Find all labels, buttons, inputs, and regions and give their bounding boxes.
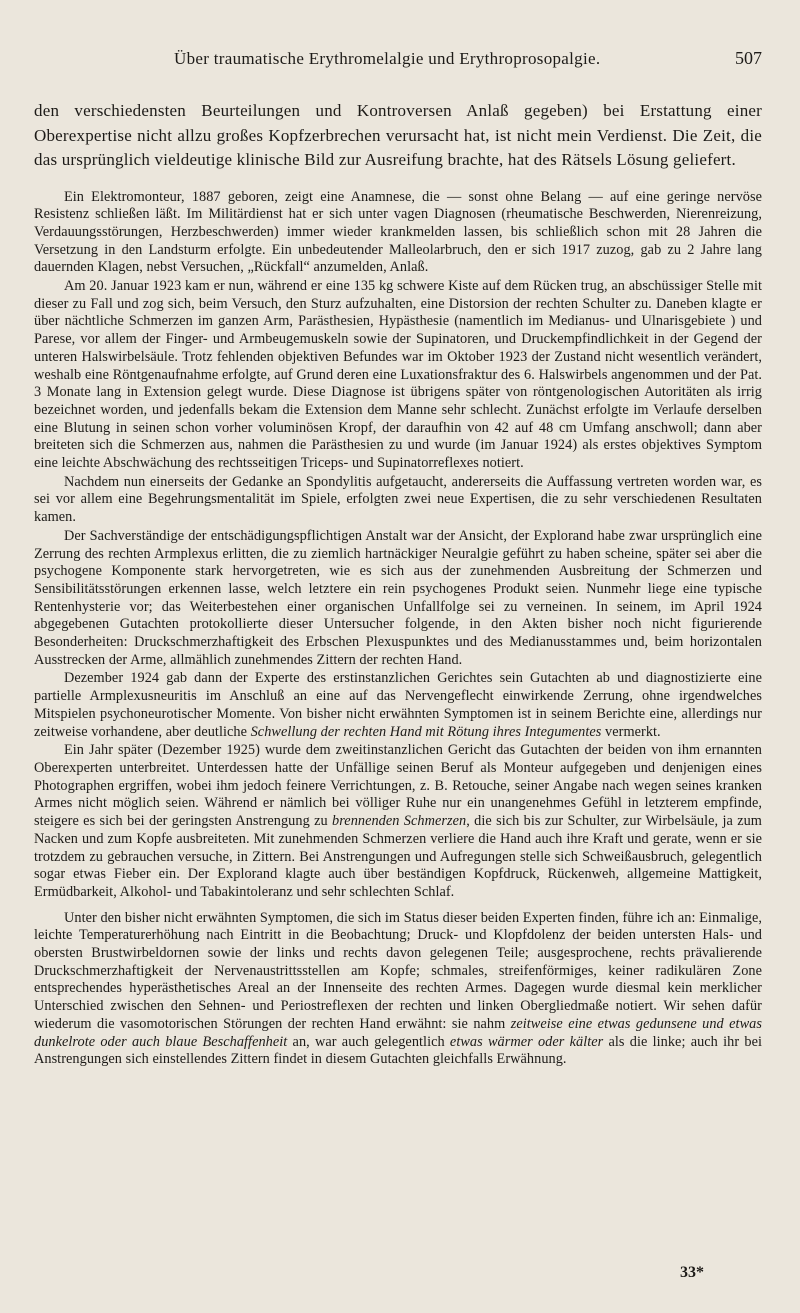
paragraph-anamnesis: Ein Elektromonteur, 1887 geboren, zeigt eine Anamnese, die — sonst ohne Belang — auf eine geringe nervöse Resistenz schließen läßt. Im Militärdienst hat er sich unter vagen Diagnosen (rheumatische Beschwerden, Nierenreizung, Verdauungsstörungen, Herzbeschwerden) immer wieder krankmelden lassen, bis schließlich schon mit 28 Jahren die Versetzung in den Landsturm erfolgte. Ein unbedeutender Malleolarbruch, den er sich 1917 zuzog, gab zu 2 Jahre lang dauernden Klagen, nebst Versuchen, „Rückfall“ anzumelden, Anlaß. — [34, 188, 762, 276]
emphasis: Schwellung der rechten Hand mit Rötung ihres Integumentes — [250, 723, 602, 740]
paragraph-first-expert: Der Sachverständige der entschädigungspflichtigen Anstalt war der Ansicht, der Explorand habe zwar ursprünglich eine Zerrung des rechten Armplexus erlitten, die zu ziemlich hartnäckiger Neuralgie geführt zu haben scheine, später sei aber die psychogene Komponente stark hervorgetreten, wie es sich aus der zunehmenden Ausbreitung der Schmerzen und Sensibilitätsstörungen erkennen lasse, welch letztere ein rein psychogenes Produkt seien. Nunmehr liege eine typische Rentenhysterie vor; das Weiterbestehen einer organischen Unfallfolge sei zu verneinen. In seinem, im April 1924 abgegebenen Gutachten protokollierte dieser Untersucher folgende, in den Akten bisher noch nicht figurierende Besonderheiten: Druckschmerzhaftigkeit des Erbschen Plexuspunktes und des Medianusstammes und, beim horizontalen Ausstrecken der Arme, allmählich zunehmendes Zittern der rechten Hand. — [34, 527, 762, 668]
text-run: Dezember 1924 gab dann der Experte des erstinstanzlichen Gerichtes sein Gutachten ab und diagnostizierte eine partielle Armplexusneuritis im Anschluß an eine auf das Nervengeflecht einwirkende Zerrung, ohne irgendwelches Mitspielen psychoneurotischer Momente. Von bisher nicht erwähnten Symptomen ist in seinem Berichte eine, allerdings nur zeitweise vorhandene, aber deutliche — [34, 670, 762, 740]
paragraph-oberexperten — [34, 742, 762, 901]
text-run: als die linke; auch ihr bei Anstrengungen sich einstellendes Zittern findet in diesem Gutachten gleichfalls Erwähnung. — [34, 1033, 762, 1068]
paragraph-accident: Am 20. Januar 1923 kam er nun, während er eine 135 kg schwere Kiste auf dem Rücken trug, an abschüssiger Stelle mit dieser zu Fall und zog sich, beim Versuch, den Sturz aufzuhalten, eine Distorsion der rechten Schulter zu. Daneben klagte er über nächtliche Schmerzen im ganzen Arm, Parästhesien, Hypästhesie (namentlich im Medianus- und Ulnarisgebiete ) und Parese, vor allem der Finger- und Armbeugemuskeln sowie der Supinatoren, und Druckempfindlichkeit in der Gegend der unteren Halswirbelsäule. Trotz fehlenden objektiven Befundes war im Oktober 1923 der Zustand nicht wesentlich verändert, weshalb eine Röntgenaufnahme erfolgte, auf Grund deren eine Luxationsfraktur des 6. Halswirbels angenommen und der Pat. 3 Monate lang in Extension gelegt wurde. Diese Diagnose ist übrigens später von röntgenologischen Autoritäten als irrig bezeichnet worden, und jedenfalls bekam die Extension dem Manne sehr schlecht. Zunächst erfolgte im Verlaufe derselben eine Blutung in seinen schon vorher voluminösen Kropf, der daraufhin von 42 auf 48 cm Umfang anschwoll; dann aber breiteten sich die Schmerzen aus, nahmen die Parästhesien zu und wurde (im Januar 1924) als erstes objektives Symptom eine leichte Abschwächung des rechtsseitigen Triceps- und Supinatorreflexes notiert. — [34, 278, 762, 472]
running-head — [34, 48, 762, 69]
paragraph-court-expert — [34, 670, 762, 741]
signature-mark: 33* — [680, 1264, 704, 1281]
emphasis: brennenden Schmerzen — [332, 813, 467, 830]
text-run: vermerkt. — [601, 723, 661, 740]
text-run: Ein Jahr später (Dezember 1925) wurde dem zweitinstanzlichen Gericht das Gutachten der beiden von ihm ernannten Oberexperten unterbreitet. Unterdessen hatte der Unfällige seinen Beruf als Monteur aufgegeben und denjenigen eines Photographen ergriffen, wobei ihm jedoch feinere Verrichtungen, z. B. Retouche, seiner Angabe nach wegen seines kranken Armes nicht möglich seien. Während er nämlich bei völliger Ruhe nur ein unangenehmes Gefühl in letzterem empfinde, steigere es sich bei der geringsten Anstrengung zu — [34, 742, 762, 830]
running-title: Über traumatische Erythromelalgie und Erythroprosopalgie. — [174, 49, 601, 68]
emphasis: zeitweise eine etwas gedunsene und etwas dunkelrote oder auch blaue Beschaffenheit — [34, 1015, 762, 1050]
paragraph-expertises: Nachdem nun einerseits der Gedanke an Spondylitis aufgetaucht, andererseits die Auffassung vertreten worden war, es sei vor allem eine Begehrungsmentalität im Spiele, erfolgten zwei neue Expertisen, die zu sehr verschiedenen Resultaten kamen. — [34, 473, 762, 526]
page-number: 507 — [735, 48, 762, 68]
emphasis: etwas wärmer oder kälter — [449, 1033, 604, 1050]
text-run: Unter den bisher nicht erwähnten Symptomen, die sich im Status dieser beiden Experten finden, führe ich an: Einmalige, leichte Temperaturerhöhung nach Eintritt in die Beobachtung; Druck- und Klopfdolenz der beiden untersten Hals- und obersten Brustwirbeldornen sowie der links und rechts davon gelegenen Teile; ausgesprochene, rechts prävalierende Druckschmerzhaftigkeit der Nervenaustrittsstellen am Kopfe; schmales, streifenförmiges, keiner radikulären Zone entsprechendes hyperästhetisches Areal an der Innenseite des rechten Armes. Dagegen wurde diesmal kein merklicher Unterschied zwischen den Sehnen- und Periostreflexen der rechten und linken Obergliedmaße notiert. Wir sehen dafür wiederum die vasomotorischen Störungen der rechten Hand erwähnt: sie nahm — [34, 909, 762, 1032]
text-run: an, war auch gelegentlich — [287, 1033, 450, 1050]
paragraph-symptoms — [34, 910, 762, 1069]
text-run: , die sich bis zur Schulter, zur Wirbelsäule, ja zum Nacken und zum Kopfe ausbreiteten. Mit zunehmenden Schmerzen verliere die Hand auch ihre Kraft und gerate, wenn er sie trotzdem zu gebrauchen versuche, in Zittern. Bei Anstrengungen und Aufregungen stelle sich Schweißausbruch, gelegentlich sogar etwas Fieber ein. Der Explorand klagte auch über beständigen Kopfdruck, Rückenweh, allgemeine Mattigkeit, Ermüdbarkeit, Alkohol- und Tabakintoleranz und sehr schlechten Schlaf. — [34, 813, 762, 900]
lead-paragraph: den verschiedensten Beurteilungen und Kontroversen Anlaß gegeben) bei Erstattung einer Oberexpertise nicht allzu großes Kopfzerbrechen verursacht hat, ist nicht mein Verdienst. Die Zeit, die das ursprünglich vieldeutige klinische Bild zur Ausreifung brachte, hat des Rätsels Lösung geliefert. — [34, 101, 762, 169]
